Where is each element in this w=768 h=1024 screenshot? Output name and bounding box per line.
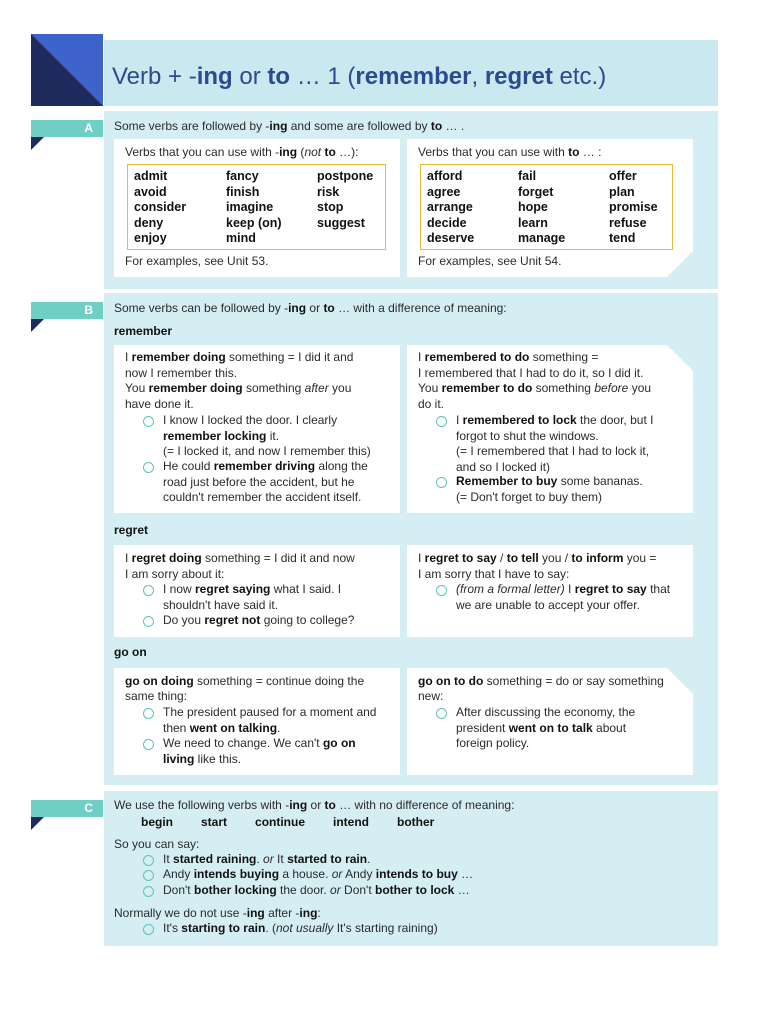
remember-to-do-line2: I remembered that I had to do it, so I did it. <box>418 366 644 380</box>
ing-verbs-col1: admit avoid consider deny enjoy <box>134 169 187 245</box>
section-b-intro: Some verbs can be followed by -ing or to … with a difference of meaning: <box>114 301 507 315</box>
bullet-circle-icon <box>143 585 154 596</box>
go-on-to-do-line1: go on to do something = do or say something <box>418 674 664 688</box>
regret-to-say-line1: I regret to say / to tell you / to inform you = <box>418 551 657 565</box>
section-c-verb-list: begin start continue intend bother <box>141 815 435 829</box>
ing-verbs-caption: Verbs that you can use with -ing (not to …): <box>125 145 359 159</box>
remember-doing-line4: have done it. <box>125 397 194 411</box>
section-c-intro: We use the following verbs with -ing or to … with no difference of meaning: <box>114 798 515 812</box>
section-b-tab: B <box>31 302 103 319</box>
section-a-tab: A <box>31 120 103 137</box>
remember-doing-line1: I remember doing something = I did it and <box>125 350 354 364</box>
bullet-circle-icon <box>143 924 154 935</box>
regret-doing-line2: I am sorry about it: <box>125 567 225 581</box>
bullet-circle-icon <box>143 870 154 881</box>
bullet-circle-icon <box>143 416 154 427</box>
bullet-circle-icon <box>436 708 447 719</box>
remember-heading: remember <box>114 324 173 338</box>
bullet-circle-icon <box>143 616 154 627</box>
ing-verbs-footer: For examples, see Unit 53. <box>125 254 269 268</box>
bullet-circle-icon <box>436 477 447 488</box>
to-verbs-footer: For examples, see Unit 54. <box>418 254 562 268</box>
to-verbs-col1: afford agree arrange decide deserve <box>427 169 475 245</box>
regret-to-say-line2: I am sorry that I have to say: <box>418 567 570 581</box>
section-c-say: So you can say: <box>114 837 200 851</box>
bullet-circle-icon <box>143 855 154 866</box>
go-on-doing-line1: go on doing something = continue doing the <box>125 674 365 688</box>
bullet-circle-icon <box>436 585 447 596</box>
bullet-circle-icon <box>143 739 154 750</box>
ing-verbs-col2: fancy finish imagine keep (on) mind <box>226 169 282 245</box>
go-on-doing-line2: same thing: <box>125 689 188 703</box>
to-verbs-col3: offer plan promise refuse tend <box>609 169 658 245</box>
ing-verbs-list <box>127 164 386 250</box>
page-title: Verb + -ing or to … 1 (remember, regret etc.) <box>112 63 607 90</box>
to-verbs-col2: fail forget hope learn manage <box>518 169 566 245</box>
remember-to-do-line3: You remember to do something before you <box>418 381 652 395</box>
regret-doing-line1: I regret doing something = I did it and now <box>125 551 355 565</box>
remember-to-do-line1: I remembered to do something = <box>418 350 599 364</box>
bullet-circle-icon <box>143 708 154 719</box>
section-c-normally: Normally we do not use -ing after -ing: <box>114 906 321 920</box>
remember-to-do-line4: do it. <box>418 397 445 411</box>
section-a-intro: Some verbs are followed by -ing and some are followed by to … . <box>114 119 465 133</box>
to-verbs-list <box>420 164 673 250</box>
section-c-tab: C <box>31 800 103 817</box>
go-on-heading: go on <box>114 645 147 659</box>
corner-graphic <box>31 34 103 106</box>
go-on-to-do-line2: new: <box>418 689 444 703</box>
regret-heading: regret <box>114 523 149 537</box>
remember-doing-line2: now I remember this. <box>125 366 238 380</box>
bullet-circle-icon <box>436 416 447 427</box>
remember-doing-line3: You remember doing something after you <box>125 381 352 395</box>
bullet-circle-icon <box>143 462 154 473</box>
ing-verbs-col3: postpone risk stop suggest <box>317 169 374 230</box>
bullet-circle-icon <box>143 886 154 897</box>
to-verbs-caption: Verbs that you can use with to … : <box>418 145 602 159</box>
